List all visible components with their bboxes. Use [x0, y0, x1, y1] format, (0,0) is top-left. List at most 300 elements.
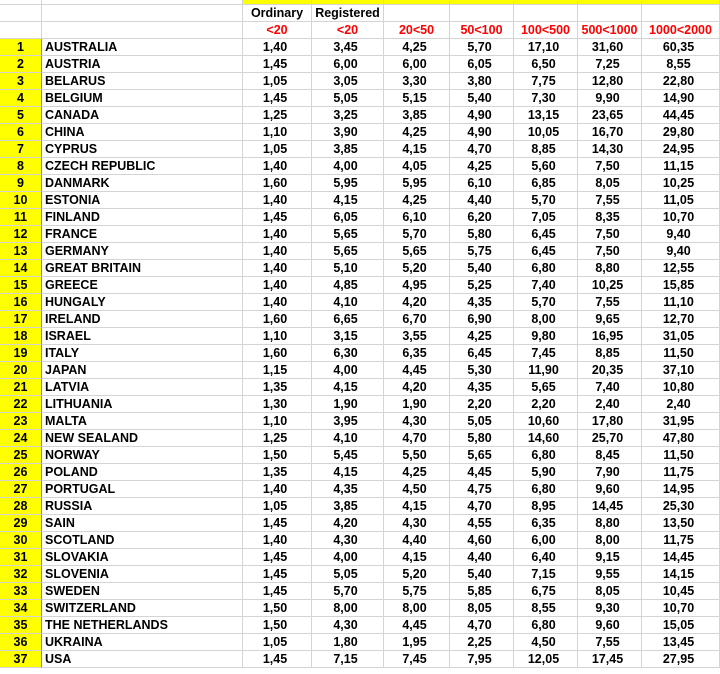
price-cell[interactable]: 4,15 [384, 141, 450, 158]
price-cell[interactable]: 5,40 [450, 260, 514, 277]
row-number-cell[interactable]: 32 [0, 566, 42, 583]
price-cell[interactable]: 6,45 [514, 243, 578, 260]
price-cell[interactable]: 1,40 [243, 294, 312, 311]
country-cell[interactable]: CANADA [42, 107, 243, 124]
price-cell[interactable]: 4,00 [312, 549, 384, 566]
price-cell[interactable]: 1,40 [243, 158, 312, 175]
price-cell[interactable]: 8,00 [578, 532, 642, 549]
price-cell[interactable]: 5,65 [384, 243, 450, 260]
price-cell[interactable]: 7,40 [514, 277, 578, 294]
country-cell[interactable]: SWITZERLAND [42, 600, 243, 617]
price-cell[interactable]: 4,50 [384, 481, 450, 498]
header-range-cell[interactable]: 20<50 [384, 22, 450, 39]
price-cell[interactable]: 6,10 [450, 175, 514, 192]
price-cell[interactable]: 4,15 [384, 498, 450, 515]
price-cell[interactable]: 11,90 [514, 362, 578, 379]
header-range-cell[interactable] [42, 22, 243, 39]
country-cell[interactable]: UKRAINA [42, 634, 243, 651]
country-cell[interactable]: ITALY [42, 345, 243, 362]
country-cell[interactable]: FINLAND [42, 209, 243, 226]
price-cell[interactable]: 6,05 [312, 209, 384, 226]
price-cell[interactable]: 11,75 [642, 532, 720, 549]
row-number-cell[interactable]: 14 [0, 260, 42, 277]
price-cell[interactable]: 4,05 [384, 158, 450, 175]
price-cell[interactable]: 5,70 [514, 192, 578, 209]
price-cell[interactable]: 16,95 [578, 328, 642, 345]
price-cell[interactable]: 1,40 [243, 532, 312, 549]
row-number-cell[interactable]: 24 [0, 430, 42, 447]
row-number-cell[interactable]: 16 [0, 294, 42, 311]
price-cell[interactable]: 31,60 [578, 39, 642, 56]
row-number-cell[interactable]: 2 [0, 56, 42, 73]
header-range-cell[interactable]: 1000<2000 [642, 22, 720, 39]
price-cell[interactable]: 31,05 [642, 328, 720, 345]
price-cell[interactable]: 1,80 [312, 634, 384, 651]
price-cell[interactable]: 8,35 [578, 209, 642, 226]
price-cell[interactable]: 4,10 [312, 430, 384, 447]
price-cell[interactable]: 4,40 [450, 192, 514, 209]
header-cell[interactable] [514, 5, 578, 22]
country-cell[interactable]: LITHUANIA [42, 396, 243, 413]
price-cell[interactable]: 6,65 [312, 311, 384, 328]
price-cell[interactable]: 2,25 [450, 634, 514, 651]
row-number-cell[interactable]: 19 [0, 345, 42, 362]
row-number-cell[interactable]: 33 [0, 583, 42, 600]
header-range-cell[interactable]: 50<100 [450, 22, 514, 39]
price-cell[interactable]: 10,25 [642, 175, 720, 192]
header-cell[interactable] [578, 5, 642, 22]
price-cell[interactable]: 4,45 [450, 464, 514, 481]
price-cell[interactable]: 6,45 [450, 345, 514, 362]
row-number-cell[interactable]: 27 [0, 481, 42, 498]
country-cell[interactable]: THE NETHERLANDS [42, 617, 243, 634]
price-cell[interactable]: 14,30 [578, 141, 642, 158]
country-cell[interactable]: SLOVENIA [42, 566, 243, 583]
price-cell[interactable]: 14,15 [642, 566, 720, 583]
price-cell[interactable]: 5,75 [384, 583, 450, 600]
price-cell[interactable]: 1,45 [243, 651, 312, 668]
country-cell[interactable]: FRANCE [42, 226, 243, 243]
price-cell[interactable]: 7,45 [384, 651, 450, 668]
country-cell[interactable]: RUSSIA [42, 498, 243, 515]
row-number-cell[interactable]: 36 [0, 634, 42, 651]
price-cell[interactable]: 44,45 [642, 107, 720, 124]
price-cell[interactable]: 6,30 [312, 345, 384, 362]
price-cell[interactable]: 1,45 [243, 56, 312, 73]
price-cell[interactable]: 1,05 [243, 634, 312, 651]
price-cell[interactable]: 10,25 [578, 277, 642, 294]
price-cell[interactable]: 1,15 [243, 362, 312, 379]
price-cell[interactable]: 8,80 [578, 260, 642, 277]
price-cell[interactable]: 8,55 [642, 56, 720, 73]
price-cell[interactable]: 3,25 [312, 107, 384, 124]
header-range-cell[interactable]: <20 [243, 22, 312, 39]
price-cell[interactable]: 7,55 [578, 192, 642, 209]
price-cell[interactable]: 13,50 [642, 515, 720, 532]
row-number-cell[interactable]: 3 [0, 73, 42, 90]
price-cell[interactable]: 1,50 [243, 617, 312, 634]
country-cell[interactable]: USA [42, 651, 243, 668]
price-cell[interactable]: 5,70 [384, 226, 450, 243]
price-cell[interactable]: 10,45 [642, 583, 720, 600]
country-cell[interactable]: ISRAEL [42, 328, 243, 345]
price-cell[interactable]: 7,95 [450, 651, 514, 668]
price-cell[interactable]: 5,95 [312, 175, 384, 192]
price-cell[interactable]: 1,05 [243, 73, 312, 90]
row-number-cell[interactable]: 15 [0, 277, 42, 294]
price-cell[interactable]: 7,90 [578, 464, 642, 481]
price-cell[interactable]: 4,25 [384, 39, 450, 56]
price-cell[interactable]: 8,05 [578, 175, 642, 192]
price-cell[interactable]: 1,10 [243, 413, 312, 430]
price-cell[interactable]: 5,15 [384, 90, 450, 107]
price-cell[interactable]: 3,05 [312, 73, 384, 90]
price-cell[interactable]: 1,50 [243, 600, 312, 617]
price-cell[interactable]: 1,35 [243, 379, 312, 396]
price-cell[interactable]: 1,05 [243, 498, 312, 515]
price-cell[interactable]: 6,35 [514, 515, 578, 532]
price-cell[interactable]: 1,40 [243, 277, 312, 294]
price-cell[interactable]: 11,75 [642, 464, 720, 481]
price-cell[interactable]: 4,30 [384, 413, 450, 430]
price-cell[interactable]: 14,45 [642, 549, 720, 566]
price-cell[interactable]: 9,55 [578, 566, 642, 583]
row-number-cell[interactable]: 17 [0, 311, 42, 328]
price-cell[interactable]: 4,25 [384, 124, 450, 141]
country-cell[interactable]: GREECE [42, 277, 243, 294]
price-cell[interactable]: 17,10 [514, 39, 578, 56]
price-cell[interactable]: 6,80 [514, 481, 578, 498]
row-number-cell[interactable]: 23 [0, 413, 42, 430]
price-cell[interactable]: 5,20 [384, 260, 450, 277]
price-cell[interactable]: 2,20 [450, 396, 514, 413]
country-cell[interactable]: CZECH REPUBLIC [42, 158, 243, 175]
country-cell[interactable]: CYPRUS [42, 141, 243, 158]
row-number-cell[interactable]: 31 [0, 549, 42, 566]
price-cell[interactable]: 8,05 [450, 600, 514, 617]
price-cell[interactable]: 1,10 [243, 328, 312, 345]
price-cell[interactable]: 8,00 [312, 600, 384, 617]
price-cell[interactable]: 1,10 [243, 124, 312, 141]
price-cell[interactable]: 4,25 [384, 192, 450, 209]
price-cell[interactable]: 4,30 [312, 532, 384, 549]
price-cell[interactable]: 7,25 [578, 56, 642, 73]
price-cell[interactable]: 12,05 [514, 651, 578, 668]
price-cell[interactable]: 3,15 [312, 328, 384, 345]
price-cell[interactable]: 1,40 [243, 243, 312, 260]
row-number-cell[interactable]: 22 [0, 396, 42, 413]
price-cell[interactable]: 5,65 [312, 226, 384, 243]
header-cell[interactable] [42, 5, 243, 22]
price-cell[interactable]: 6,80 [514, 447, 578, 464]
price-cell[interactable]: 14,60 [514, 430, 578, 447]
price-cell[interactable]: 4,70 [450, 141, 514, 158]
price-cell[interactable]: 4,90 [450, 107, 514, 124]
price-cell[interactable]: 2,40 [578, 396, 642, 413]
price-cell[interactable]: 4,90 [450, 124, 514, 141]
price-cell[interactable]: 5,10 [312, 260, 384, 277]
price-cell[interactable]: 8,85 [578, 345, 642, 362]
price-cell[interactable]: 14,95 [642, 481, 720, 498]
price-cell[interactable]: 14,45 [578, 498, 642, 515]
row-number-cell[interactable]: 1 [0, 39, 42, 56]
price-cell[interactable]: 4,55 [450, 515, 514, 532]
price-cell[interactable]: 5,25 [450, 277, 514, 294]
price-cell[interactable]: 5,80 [450, 430, 514, 447]
country-cell[interactable]: ESTONIA [42, 192, 243, 209]
price-cell[interactable]: 7,50 [578, 158, 642, 175]
price-cell[interactable]: 1,45 [243, 209, 312, 226]
price-cell[interactable]: 4,25 [450, 158, 514, 175]
price-cell[interactable]: 5,85 [450, 583, 514, 600]
price-cell[interactable]: 10,70 [642, 600, 720, 617]
price-cell[interactable]: 1,25 [243, 107, 312, 124]
price-cell[interactable]: 25,30 [642, 498, 720, 515]
price-cell[interactable]: 4,60 [450, 532, 514, 549]
row-number-cell[interactable]: 34 [0, 600, 42, 617]
price-cell[interactable]: 4,35 [450, 379, 514, 396]
price-cell[interactable]: 3,85 [312, 498, 384, 515]
price-cell[interactable]: 23,65 [578, 107, 642, 124]
header-cell[interactable]: Ordinary [243, 5, 312, 22]
price-cell[interactable]: 4,45 [384, 617, 450, 634]
price-cell[interactable]: 5,70 [450, 39, 514, 56]
price-cell[interactable]: 1,95 [384, 634, 450, 651]
price-cell[interactable]: 8,85 [514, 141, 578, 158]
price-cell[interactable]: 4,15 [312, 379, 384, 396]
price-cell[interactable]: 5,50 [384, 447, 450, 464]
price-cell[interactable]: 6,90 [450, 311, 514, 328]
price-cell[interactable]: 8,80 [578, 515, 642, 532]
price-cell[interactable]: 4,20 [384, 379, 450, 396]
price-cell[interactable]: 1,90 [384, 396, 450, 413]
country-cell[interactable]: GERMANY [42, 243, 243, 260]
price-cell[interactable]: 1,45 [243, 549, 312, 566]
row-number-cell[interactable]: 26 [0, 464, 42, 481]
price-cell[interactable]: 1,45 [243, 583, 312, 600]
price-cell[interactable]: 14,90 [642, 90, 720, 107]
header-cell[interactable]: Registered [312, 5, 384, 22]
price-cell[interactable]: 3,85 [384, 107, 450, 124]
price-cell[interactable]: 7,15 [312, 651, 384, 668]
price-cell[interactable]: 10,80 [642, 379, 720, 396]
price-cell[interactable]: 12,80 [578, 73, 642, 90]
price-cell[interactable]: 10,05 [514, 124, 578, 141]
price-cell[interactable]: 25,70 [578, 430, 642, 447]
price-cell[interactable]: 5,65 [312, 243, 384, 260]
price-cell[interactable]: 6,00 [384, 56, 450, 73]
row-number-cell[interactable]: 6 [0, 124, 42, 141]
country-cell[interactable]: SAIN [42, 515, 243, 532]
price-cell[interactable]: 4,10 [312, 294, 384, 311]
price-cell[interactable]: 37,10 [642, 362, 720, 379]
country-cell[interactable]: HUNGALY [42, 294, 243, 311]
price-cell[interactable]: 6,45 [514, 226, 578, 243]
price-cell[interactable]: 9,30 [578, 600, 642, 617]
price-cell[interactable]: 27,95 [642, 651, 720, 668]
price-cell[interactable]: 7,30 [514, 90, 578, 107]
price-cell[interactable]: 7,05 [514, 209, 578, 226]
price-cell[interactable]: 5,05 [312, 566, 384, 583]
price-cell[interactable]: 8,05 [578, 583, 642, 600]
header-cell[interactable] [642, 5, 720, 22]
country-cell[interactable]: AUSTRALIA [42, 39, 243, 56]
price-cell[interactable]: 9,65 [578, 311, 642, 328]
price-cell[interactable]: 3,30 [384, 73, 450, 90]
country-cell[interactable]: SCOTLAND [42, 532, 243, 549]
price-cell[interactable]: 6,85 [514, 175, 578, 192]
price-cell[interactable]: 6,00 [312, 56, 384, 73]
price-cell[interactable]: 17,45 [578, 651, 642, 668]
price-cell[interactable]: 1,40 [243, 39, 312, 56]
country-cell[interactable]: POLAND [42, 464, 243, 481]
row-number-cell[interactable]: 10 [0, 192, 42, 209]
price-cell[interactable]: 9,80 [514, 328, 578, 345]
country-cell[interactable]: AUSTRIA [42, 56, 243, 73]
price-cell[interactable]: 5,05 [450, 413, 514, 430]
price-cell[interactable]: 4,25 [384, 464, 450, 481]
country-cell[interactable]: IRELAND [42, 311, 243, 328]
price-cell[interactable]: 6,50 [514, 56, 578, 73]
row-number-cell[interactable]: 7 [0, 141, 42, 158]
price-cell[interactable]: 6,40 [514, 549, 578, 566]
price-cell[interactable]: 4,85 [312, 277, 384, 294]
price-cell[interactable]: 5,60 [514, 158, 578, 175]
price-cell[interactable]: 9,15 [578, 549, 642, 566]
country-cell[interactable]: JAPAN [42, 362, 243, 379]
row-number-cell[interactable]: 28 [0, 498, 42, 515]
price-cell[interactable]: 15,05 [642, 617, 720, 634]
row-number-cell[interactable]: 9 [0, 175, 42, 192]
country-cell[interactable]: NORWAY [42, 447, 243, 464]
row-number-cell[interactable]: 37 [0, 651, 42, 668]
price-cell[interactable]: 5,20 [384, 566, 450, 583]
header-cell[interactable] [0, 5, 42, 22]
price-cell[interactable]: 1,45 [243, 566, 312, 583]
row-number-cell[interactable]: 12 [0, 226, 42, 243]
header-range-cell[interactable]: 100<500 [514, 22, 578, 39]
price-cell[interactable]: 1,30 [243, 396, 312, 413]
price-cell[interactable]: 11,50 [642, 447, 720, 464]
row-number-cell[interactable]: 4 [0, 90, 42, 107]
price-cell[interactable]: 4,15 [312, 192, 384, 209]
price-cell[interactable]: 4,75 [450, 481, 514, 498]
price-cell[interactable]: 7,75 [514, 73, 578, 90]
header-range-cell[interactable]: 500<1000 [578, 22, 642, 39]
price-cell[interactable]: 7,55 [578, 294, 642, 311]
price-cell[interactable]: 15,85 [642, 277, 720, 294]
price-cell[interactable]: 6,35 [384, 345, 450, 362]
country-cell[interactable]: CHINA [42, 124, 243, 141]
price-cell[interactable]: 7,55 [578, 634, 642, 651]
price-cell[interactable]: 3,90 [312, 124, 384, 141]
price-cell[interactable]: 1,35 [243, 464, 312, 481]
row-number-cell[interactable]: 11 [0, 209, 42, 226]
country-cell[interactable]: SLOVAKIA [42, 549, 243, 566]
header-cell[interactable] [384, 5, 450, 22]
price-cell[interactable]: 47,80 [642, 430, 720, 447]
price-cell[interactable]: 10,60 [514, 413, 578, 430]
price-cell[interactable]: 12,70 [642, 311, 720, 328]
price-cell[interactable]: 1,60 [243, 311, 312, 328]
price-cell[interactable]: 4,25 [450, 328, 514, 345]
row-number-cell[interactable]: 13 [0, 243, 42, 260]
price-cell[interactable]: 5,40 [450, 566, 514, 583]
price-cell[interactable]: 1,25 [243, 430, 312, 447]
price-cell[interactable]: 5,70 [514, 294, 578, 311]
country-cell[interactable]: LATVIA [42, 379, 243, 396]
price-cell[interactable]: 10,70 [642, 209, 720, 226]
price-cell[interactable]: 9,90 [578, 90, 642, 107]
country-cell[interactable]: DANMARK [42, 175, 243, 192]
price-cell[interactable]: 1,45 [243, 515, 312, 532]
price-cell[interactable]: 3,95 [312, 413, 384, 430]
price-cell[interactable]: 5,45 [312, 447, 384, 464]
price-cell[interactable]: 4,95 [384, 277, 450, 294]
price-cell[interactable]: 60,35 [642, 39, 720, 56]
price-cell[interactable]: 6,75 [514, 583, 578, 600]
price-cell[interactable]: 5,75 [450, 243, 514, 260]
price-cell[interactable]: 4,00 [312, 362, 384, 379]
price-cell[interactable]: 4,70 [384, 430, 450, 447]
row-number-cell[interactable]: 20 [0, 362, 42, 379]
price-cell[interactable]: 4,15 [384, 549, 450, 566]
price-cell[interactable]: 11,50 [642, 345, 720, 362]
price-cell[interactable]: 4,70 [450, 617, 514, 634]
price-cell[interactable]: 4,50 [514, 634, 578, 651]
price-cell[interactable]: 4,70 [450, 498, 514, 515]
price-cell[interactable]: 3,55 [384, 328, 450, 345]
price-cell[interactable]: 6,00 [514, 532, 578, 549]
price-cell[interactable]: 5,70 [312, 583, 384, 600]
row-number-cell[interactable]: 18 [0, 328, 42, 345]
price-cell[interactable]: 4,45 [384, 362, 450, 379]
row-number-cell[interactable]: 5 [0, 107, 42, 124]
price-cell[interactable]: 3,80 [450, 73, 514, 90]
price-cell[interactable]: 7,15 [514, 566, 578, 583]
price-cell[interactable]: 1,60 [243, 345, 312, 362]
price-cell[interactable]: 1,45 [243, 90, 312, 107]
price-cell[interactable]: 4,15 [312, 464, 384, 481]
price-cell[interactable]: 3,85 [312, 141, 384, 158]
price-cell[interactable]: 11,15 [642, 158, 720, 175]
price-cell[interactable]: 8,45 [578, 447, 642, 464]
price-cell[interactable]: 29,80 [642, 124, 720, 141]
header-range-cell[interactable]: <20 [312, 22, 384, 39]
price-cell[interactable]: 5,95 [384, 175, 450, 192]
price-cell[interactable]: 4,30 [384, 515, 450, 532]
price-cell[interactable]: 6,10 [384, 209, 450, 226]
price-cell[interactable]: 2,40 [642, 396, 720, 413]
price-cell[interactable]: 1,90 [312, 396, 384, 413]
price-cell[interactable]: 24,95 [642, 141, 720, 158]
price-cell[interactable]: 1,05 [243, 141, 312, 158]
row-number-cell[interactable]: 8 [0, 158, 42, 175]
price-cell[interactable]: 9,60 [578, 481, 642, 498]
row-number-cell[interactable]: 35 [0, 617, 42, 634]
price-cell[interactable]: 4,40 [450, 549, 514, 566]
country-cell[interactable]: BELARUS [42, 73, 243, 90]
price-cell[interactable]: 4,20 [384, 294, 450, 311]
price-cell[interactable]: 8,55 [514, 600, 578, 617]
price-cell[interactable]: 5,80 [450, 226, 514, 243]
country-cell[interactable]: SWEDEN [42, 583, 243, 600]
price-cell[interactable]: 4,40 [384, 532, 450, 549]
price-cell[interactable]: 6,70 [384, 311, 450, 328]
price-cell[interactable]: 1,40 [243, 260, 312, 277]
row-number-cell[interactable]: 30 [0, 532, 42, 549]
price-cell[interactable]: 11,10 [642, 294, 720, 311]
